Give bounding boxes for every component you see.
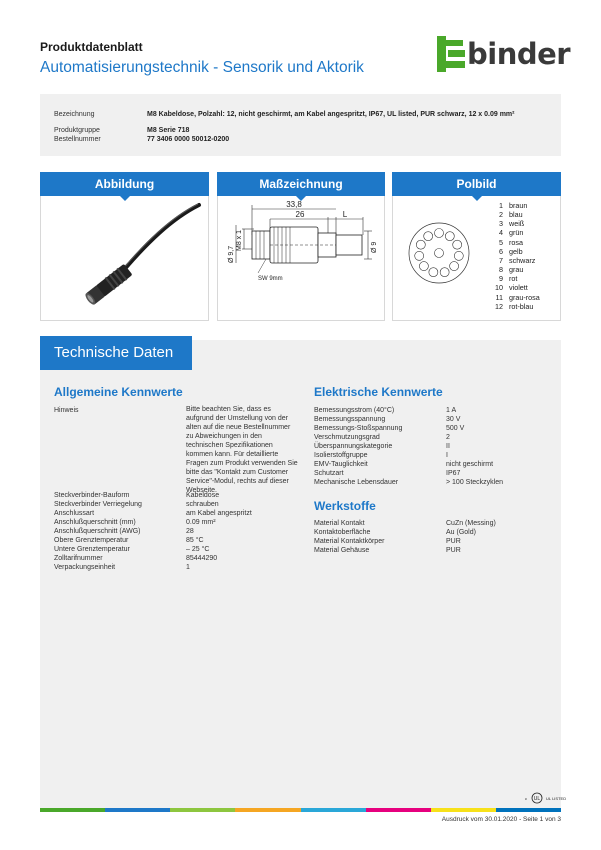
- svg-text:c: c: [525, 796, 527, 801]
- pin-number: 10: [495, 283, 503, 293]
- footer-print-info: Ausdruck vom 30.01.2020 - Seite 1 von 3: [441, 816, 561, 823]
- kv-key: Verschmutzungsgrad: [314, 434, 380, 442]
- kv-value: IP67: [446, 470, 461, 478]
- pin-hole: [435, 249, 444, 258]
- pin-hole: [419, 262, 428, 271]
- pin-row: [489, 228, 523, 237]
- panel-title: Polbild: [456, 177, 497, 191]
- pin-number: 12: [495, 301, 503, 311]
- color-bar-segment: [170, 808, 235, 812]
- binder-logo-icon: [437, 36, 467, 72]
- info-label: Produktgruppe: [54, 127, 100, 134]
- pin-number: 4: [499, 228, 503, 238]
- color-bar-segment: [105, 808, 170, 812]
- pin-row: [489, 256, 535, 265]
- kv-key: Verpackungseinheit: [54, 564, 116, 572]
- panel-polbild: [392, 172, 561, 321]
- pin-number: 6: [499, 246, 503, 256]
- kv-value: 0.09 mm²: [186, 519, 216, 527]
- panel-header: [40, 172, 209, 196]
- kv-value: II: [446, 443, 450, 451]
- dim-d9: Ø 9: [371, 241, 378, 253]
- kv-value: am Kabel angespritzt: [186, 510, 252, 518]
- kv-key: Anschlußquerschnitt (mm): [54, 519, 136, 527]
- pin-number: 9: [499, 274, 503, 284]
- kv-value: 500 V: [446, 425, 465, 433]
- pin-color: weiß: [509, 219, 525, 229]
- kv-key: Bemessungs-Stoßspannung: [314, 425, 403, 433]
- kv-value: 28: [186, 528, 194, 536]
- color-bar-segment: [366, 808, 431, 812]
- doc-type: Produktdatenblatt: [40, 40, 143, 54]
- pin-row: [489, 274, 517, 283]
- kv-key: Bemessungsspannung: [314, 416, 386, 424]
- kv-value: CuZn (Messing): [446, 520, 496, 527]
- pin-number: 1: [499, 201, 503, 210]
- kv-key: Mechanische Lebensdauer: [314, 479, 399, 487]
- pin-number: 2: [499, 210, 503, 220]
- info-label: Bezeichnung: [54, 111, 95, 118]
- product-info-box: [40, 94, 561, 156]
- materials-title: Werkstoffe: [314, 499, 376, 513]
- kv-value: 30 V: [446, 416, 461, 424]
- pin-hole: [450, 262, 459, 271]
- kv-value: PUR: [446, 547, 461, 555]
- color-bar-segment: [431, 808, 496, 812]
- pin-number: 3: [499, 219, 503, 229]
- pin-number: 7: [499, 255, 503, 265]
- dim-total: 33,8: [286, 200, 302, 209]
- dim-l: L: [342, 210, 348, 219]
- kv-value: Kabeldose: [186, 492, 220, 499]
- pin-row: [489, 265, 523, 274]
- info-value: M8 Serie 718: [147, 127, 190, 134]
- info-value: M8 Kabeldose, Polzahl: 12, nicht geschirmt, am Kabel angespritzt, IP67, UL listed, PUR schwarz, 12 x 0.09 mm²: [147, 111, 515, 118]
- kv-key: Anschlussart: [54, 510, 95, 518]
- dim-m8: M8 x 1: [236, 229, 243, 251]
- kv-key: Kontaktoberfläche: [314, 529, 371, 537]
- kv-key: Steckverbinder-Bauform: [54, 492, 130, 499]
- kv-value: 85 °C: [186, 537, 204, 545]
- pin-hole: [440, 268, 449, 277]
- pin-row: [489, 302, 533, 311]
- pin-layout-diagram: [397, 203, 483, 303]
- pin-number: 8: [499, 265, 503, 275]
- ul-text: UL LISTED: [546, 796, 567, 801]
- pin-hole: [445, 232, 454, 241]
- pin-color: rot-blau: [509, 301, 534, 311]
- pin-color: rosa: [509, 237, 523, 247]
- pin-hole: [424, 232, 433, 241]
- kv-value: PUR: [446, 538, 461, 546]
- pin-color: grün: [509, 228, 524, 238]
- panel-abbildung: [40, 172, 209, 321]
- pin-row: [489, 247, 523, 256]
- panel-header: [217, 172, 385, 196]
- pin-row: [489, 238, 523, 247]
- pin-color: blau: [509, 210, 523, 220]
- kv-value: 1 A: [446, 407, 457, 414]
- kv-key: Zolltarifnummer: [54, 555, 103, 563]
- panel-header: [392, 172, 561, 196]
- binder-logo-text: binder: [467, 37, 571, 71]
- kv-key: Material Gehäuse: [314, 547, 370, 555]
- kv-key: EMV-Tauglichkeit: [314, 461, 368, 469]
- hint-label: Hinweis: [54, 407, 79, 414]
- ul-listed-icon: [517, 792, 567, 804]
- pin-color: schwarz: [509, 255, 536, 265]
- product-photo: [51, 199, 201, 319]
- pin-hole: [415, 251, 424, 260]
- pin-hole: [435, 229, 444, 238]
- general-title: Allgemeine Kennwerte: [54, 385, 183, 399]
- kv-key: Anschlußquerschnitt (AWG): [54, 528, 141, 536]
- footer-color-bar: [40, 808, 561, 812]
- pin-row: [489, 283, 528, 292]
- kv-value: 2: [446, 434, 450, 442]
- dim-body: 26: [295, 210, 305, 219]
- pin-row: [489, 210, 523, 219]
- kv-value: I: [446, 452, 448, 460]
- kv-key: Material Kontakt: [314, 520, 365, 527]
- pin-hole: [453, 240, 462, 249]
- pin-color: rot: [509, 274, 518, 284]
- pin-row: [489, 201, 527, 210]
- panel-title: Maßzeichnung: [259, 177, 343, 191]
- pin-row: [489, 293, 540, 302]
- kv-key: Überspannungskategorie: [314, 443, 393, 451]
- dimension-drawing: [218, 197, 384, 321]
- color-bar-segment: [235, 808, 300, 812]
- kv-value: schrauben: [186, 501, 219, 509]
- pin-color: grau-rosa: [509, 292, 540, 302]
- color-bar-segment: [496, 808, 561, 812]
- kv-value: Au (Gold): [446, 529, 476, 537]
- kv-value: 1: [186, 564, 190, 572]
- pin-color: violett: [509, 283, 528, 293]
- kv-key: Isolierstoffgruppe: [314, 452, 368, 460]
- kv-value: – 25 °C: [186, 546, 210, 554]
- kv-key: Material Kontaktkörper: [314, 538, 385, 546]
- kv-value: > 100 Steckzyklen: [446, 479, 504, 487]
- panel-title: Abbildung: [94, 177, 155, 191]
- pin-number: 5: [499, 237, 503, 247]
- pin-color: grau: [509, 265, 524, 275]
- svg-text:UL: UL: [533, 796, 541, 802]
- info-value: 77 3406 0000 50012-0200: [147, 136, 230, 143]
- color-bar-segment: [40, 808, 105, 812]
- color-bar-segment: [301, 808, 366, 812]
- technical-data-section: [40, 340, 561, 810]
- kv-key: Obere Grenztemperatur: [54, 537, 129, 545]
- pin-number: 11: [495, 292, 503, 302]
- electrical-title: Elektrische Kennwerte: [314, 385, 443, 399]
- pin-color: braun: [509, 201, 528, 210]
- pin-row: [489, 219, 524, 228]
- kv-key: Schutzart: [314, 470, 344, 478]
- pin-hole: [454, 251, 463, 260]
- pin-hole: [416, 240, 425, 249]
- pin-hole: [429, 268, 438, 277]
- kv-key: Steckverbinder Verriegelung: [54, 501, 142, 509]
- info-label: Bestellnummer: [54, 136, 101, 143]
- pin-color: gelb: [509, 246, 523, 256]
- kv-key: Untere Grenztemperatur: [54, 546, 130, 554]
- dim-sw: SW 9mm: [258, 276, 283, 282]
- kv-key: Bemessungsstrom (40°C): [314, 407, 395, 414]
- binder-logo: [437, 36, 571, 74]
- panel-masszeichnung: [217, 172, 385, 321]
- hint-text: Bitte beachten Sie, dass es aufgrund der Umstellung von der alten auf die neue Bestellnummer zu Abweichungen in den technischen Spezifikationen kommen kann. Für detaillierte Fragen zum Produkt verwenden Sie bitte das "Kontakt zum Customer Service"-Modul, rechts auf dieser Webseite.: [186, 406, 298, 494]
- kv-value: 85444290: [186, 555, 218, 563]
- kv-value: nicht geschirmt: [446, 461, 494, 469]
- page-title: Automatisierungstechnik - Sensorik und Aktorik: [40, 59, 364, 76]
- technical-data-tab: Technische Daten: [40, 336, 192, 370]
- dim-d97: Ø 9,7: [228, 245, 235, 263]
